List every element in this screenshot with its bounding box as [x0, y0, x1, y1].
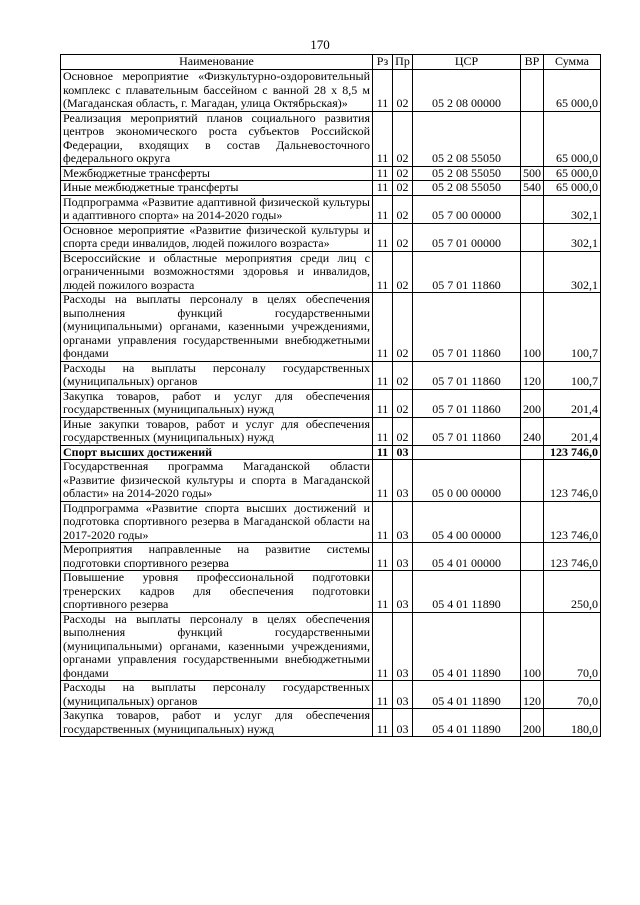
- cell-target-article: 05 4 01 11890: [413, 612, 521, 681]
- column-header-expense-type: ВР: [521, 55, 544, 70]
- cell-subsection: 02: [393, 251, 413, 293]
- cell-section: 11: [373, 543, 393, 571]
- cell-name: Мероприятия направленные на развитие системы подготовки спортивного резерва: [61, 543, 373, 571]
- cell-subsection: 02: [393, 166, 413, 181]
- cell-section: 11: [373, 111, 393, 166]
- table-row: [61, 111, 601, 166]
- cell-section: 11: [373, 571, 393, 613]
- cell-expense-type: 120: [521, 361, 544, 389]
- cell-name: Закупка товаров, работ и услуг для обеспечения государственных (муниципальных) нужд: [61, 389, 373, 417]
- cell-subsection: 03: [393, 501, 413, 543]
- cell-subsection: 02: [393, 361, 413, 389]
- cell-section: 11: [373, 166, 393, 181]
- page-number: 170: [310, 37, 330, 52]
- cell-target-article: 05 4 01 11890: [413, 571, 521, 613]
- cell-subsection: 03: [393, 543, 413, 571]
- cell-section: 11: [373, 501, 393, 543]
- cell-amount: 201,4: [544, 417, 601, 445]
- cell-name: Повышение уровня профессиональной подготовки тренерских кадров для обеспечения подготовки спортивного резерва: [61, 571, 373, 613]
- cell-name: Межбюджетные трансферты: [61, 166, 373, 181]
- table-row: [61, 612, 601, 681]
- cell-target-article: 05 2 08 55050: [413, 181, 521, 196]
- table-row: [61, 501, 601, 543]
- cell-name: Иные межбюджетные трансферты: [61, 181, 373, 196]
- cell-name: Спорт высших достижений: [61, 445, 373, 460]
- cell-section: 11: [373, 251, 393, 293]
- cell-target-article: 05 7 01 11860: [413, 251, 521, 293]
- cell-expense-type: 240: [521, 417, 544, 445]
- cell-subsection: 03: [393, 460, 413, 502]
- table-row: [61, 417, 601, 445]
- cell-section: 11: [373, 417, 393, 445]
- cell-subsection: 03: [393, 612, 413, 681]
- cell-target-article: 05 7 01 11860: [413, 361, 521, 389]
- cell-amount: 123 746,0: [544, 445, 601, 460]
- cell-subsection: 03: [393, 571, 413, 613]
- cell-target-article: 05 7 01 11860: [413, 417, 521, 445]
- cell-name: Расходы на выплаты персоналу государственных (муниципальных) органов: [61, 361, 373, 389]
- cell-name: Подпрограмма «Развитие спорта высших достижений и подготовка спортивного резерва в Магаданской области на 2017-2020 годы»: [61, 501, 373, 543]
- cell-section: 11: [373, 361, 393, 389]
- cell-name: Расходы на выплаты персоналу государственных (муниципальных) органов: [61, 681, 373, 709]
- cell-amount: 302,1: [544, 223, 601, 251]
- cell-target-article: 05 2 08 55050: [413, 166, 521, 181]
- cell-expense-type: 540: [521, 181, 544, 196]
- cell-section: 11: [373, 293, 393, 362]
- cell-amount: 123 746,0: [544, 460, 601, 502]
- cell-expense-type: 200: [521, 709, 544, 737]
- table-row: [61, 389, 601, 417]
- cell-name: Закупка товаров, работ и услуг для обеспечения государственных (муниципальных) нужд: [61, 709, 373, 737]
- cell-target-article: 05 7 01 11860: [413, 293, 521, 362]
- table-row: [61, 293, 601, 362]
- cell-amount: 65 000,0: [544, 181, 601, 196]
- cell-expense-type: [521, 460, 544, 502]
- cell-name: Расходы на выплаты персоналу в целях обеспечения выполнения функций государственными (муниципальными) органами, казенными учреждениями, органами управления государственными внебюджетными фондами: [61, 293, 373, 362]
- table-row: [61, 460, 601, 502]
- column-header-amount: Сумма: [544, 55, 601, 70]
- cell-amount: 180,0: [544, 709, 601, 737]
- cell-expense-type: [521, 251, 544, 293]
- cell-subsection: 02: [393, 389, 413, 417]
- cell-target-article: 05 4 01 11890: [413, 681, 521, 709]
- cell-target-article: 05 2 08 00000: [413, 70, 521, 112]
- table-body: [61, 70, 601, 737]
- cell-expense-type: [521, 195, 544, 223]
- cell-target-article: 05 7 01 11860: [413, 389, 521, 417]
- cell-subsection: 02: [393, 417, 413, 445]
- cell-name: Реализация мероприятий планов социального развития центров экономического роста субъектов Российской Федерации, входящих в состав Дальневосточного федерального округа: [61, 111, 373, 166]
- table-row: [61, 361, 601, 389]
- cell-amount: 302,1: [544, 251, 601, 293]
- column-header-target-article: ЦСР: [413, 55, 521, 70]
- cell-amount: 100,7: [544, 293, 601, 362]
- cell-expense-type: [521, 571, 544, 613]
- table-row: [61, 70, 601, 112]
- table-row: [61, 709, 601, 737]
- cell-subsection: 02: [393, 181, 413, 196]
- cell-expense-type: [521, 543, 544, 571]
- cell-expense-type: 500: [521, 166, 544, 181]
- table-row: [61, 166, 601, 181]
- cell-section: 11: [373, 612, 393, 681]
- cell-section: 11: [373, 389, 393, 417]
- cell-amount: 302,1: [544, 195, 601, 223]
- cell-amount: 65 000,0: [544, 111, 601, 166]
- table-header-row: [61, 55, 601, 70]
- cell-expense-type: [521, 501, 544, 543]
- cell-expense-type: 200: [521, 389, 544, 417]
- cell-subsection: 02: [393, 223, 413, 251]
- cell-section: 11: [373, 181, 393, 196]
- cell-subsection: 02: [393, 195, 413, 223]
- cell-name: Государственная программа Магаданской области «Развитие физической культуры и спорта в Магаданской области» на 2014-2020 годы»: [61, 460, 373, 502]
- cell-target-article: 05 2 08 55050: [413, 111, 521, 166]
- cell-section: 11: [373, 445, 393, 460]
- cell-amount: 65 000,0: [544, 166, 601, 181]
- cell-name: Всероссийские и областные мероприятия среди лиц с ограниченными возможностями здоровья и инвалидов, людей пожилого возраста: [61, 251, 373, 293]
- cell-expense-type: 100: [521, 293, 544, 362]
- cell-section: 11: [373, 681, 393, 709]
- table-row: [61, 195, 601, 223]
- cell-amount: 70,0: [544, 681, 601, 709]
- cell-target-article: 05 7 00 00000: [413, 195, 521, 223]
- cell-expense-type: [521, 70, 544, 112]
- cell-amount: 123 746,0: [544, 501, 601, 543]
- cell-subsection: 02: [393, 293, 413, 362]
- cell-section: 11: [373, 460, 393, 502]
- cell-amount: 70,0: [544, 612, 601, 681]
- cell-amount: 250,0: [544, 571, 601, 613]
- cell-name: Основное мероприятие «Развитие физической культуры и спорта среди инвалидов, людей пожилого возраста»: [61, 223, 373, 251]
- table-row: [61, 251, 601, 293]
- cell-amount: 123 746,0: [544, 543, 601, 571]
- cell-subsection: 03: [393, 681, 413, 709]
- cell-amount: 201,4: [544, 389, 601, 417]
- cell-amount: 65 000,0: [544, 70, 601, 112]
- cell-target-article: 05 7 01 00000: [413, 223, 521, 251]
- cell-subsection: 03: [393, 709, 413, 737]
- table-row: [61, 543, 601, 571]
- cell-subsection: 03: [393, 445, 413, 460]
- cell-expense-type: 100: [521, 612, 544, 681]
- cell-expense-type: [521, 111, 544, 166]
- cell-target-article: 05 4 00 00000: [413, 501, 521, 543]
- cell-expense-type: [521, 445, 544, 460]
- cell-section: 11: [373, 223, 393, 251]
- table-row: [61, 445, 601, 460]
- cell-name: Расходы на выплаты персоналу в целях обеспечения выполнения функций государственными (муниципальными) органами, казенными учреждениями, органами управления государственными внебюджетными фондами: [61, 612, 373, 681]
- cell-target-article: 05 4 01 00000: [413, 543, 521, 571]
- table-row: [61, 571, 601, 613]
- table-row: [61, 681, 601, 709]
- cell-section: 11: [373, 195, 393, 223]
- cell-target-article: [413, 445, 521, 460]
- cell-name: Основное мероприятие «Физкультурно-оздоровительный комплекс с плавательным бассейном с ванной 28 х 8,5 м (Магаданская область, г. Магадан, улица Октябрьская)»: [61, 70, 373, 112]
- cell-subsection: 02: [393, 111, 413, 166]
- cell-section: 11: [373, 709, 393, 737]
- cell-section: 11: [373, 70, 393, 112]
- budget-table: [60, 54, 601, 737]
- column-header-name: Наименование: [61, 55, 373, 70]
- cell-expense-type: [521, 223, 544, 251]
- cell-amount: 100,7: [544, 361, 601, 389]
- cell-target-article: 05 0 00 00000: [413, 460, 521, 502]
- cell-target-article: 05 4 01 11890: [413, 709, 521, 737]
- table-row: [61, 181, 601, 196]
- cell-name: Иные закупки товаров, работ и услуг для обеспечения государственных (муниципальных) нужд: [61, 417, 373, 445]
- cell-subsection: 02: [393, 70, 413, 112]
- cell-expense-type: 120: [521, 681, 544, 709]
- column-header-subsection: Пр: [393, 55, 413, 70]
- table-row: [61, 223, 601, 251]
- cell-name: Подпрограмма «Развитие адаптивной физической культуры и адаптивного спорта» на 2014-2020 годы»: [61, 195, 373, 223]
- column-header-section: Рз: [373, 55, 393, 70]
